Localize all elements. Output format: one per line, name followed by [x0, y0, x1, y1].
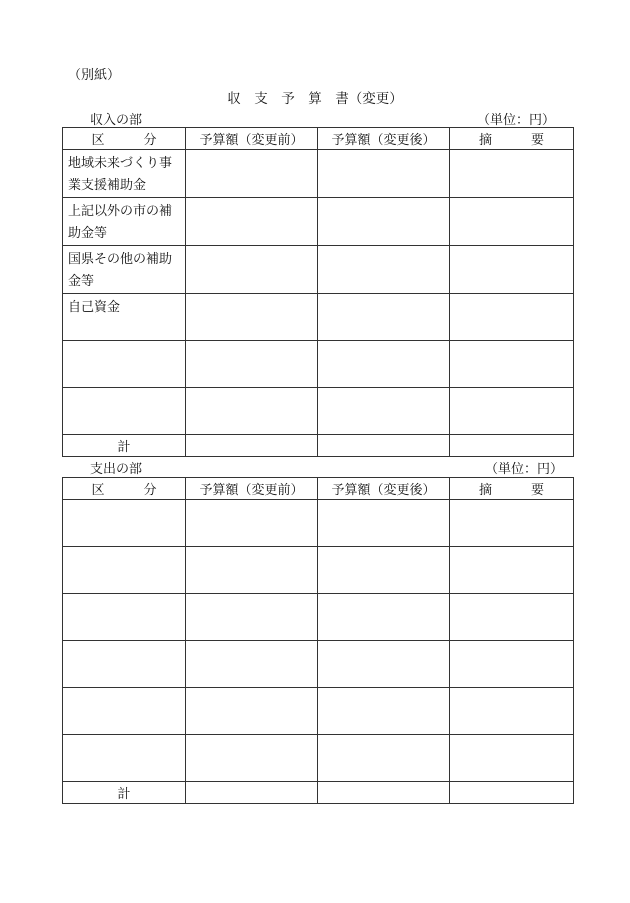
- table-row: [63, 547, 574, 594]
- expense-after-cell[interactable]: [318, 688, 450, 735]
- expense-total-label: 計: [63, 782, 186, 804]
- income-category-cell[interactable]: [63, 341, 186, 388]
- expense-remarks-cell[interactable]: [450, 641, 574, 688]
- expense-table: [62, 477, 574, 804]
- expense-remarks-cell[interactable]: [450, 735, 574, 782]
- income-category-cell: 地域未来づくり事業支援補助金: [63, 150, 186, 198]
- expense-after-cell[interactable]: [318, 735, 450, 782]
- expense-category-cell[interactable]: [63, 500, 186, 547]
- expense-after-cell[interactable]: [318, 594, 450, 641]
- expense-remarks-cell[interactable]: [450, 547, 574, 594]
- expense-before-cell[interactable]: [186, 594, 318, 641]
- table-row: [63, 688, 574, 735]
- table-row: [63, 150, 574, 198]
- expense-before-cell[interactable]: [186, 735, 318, 782]
- expense-after-cell[interactable]: [318, 641, 450, 688]
- income-after-cell[interactable]: [318, 341, 450, 388]
- income-total-label: 計: [63, 435, 186, 457]
- expense-category-cell[interactable]: [63, 547, 186, 594]
- total-row: [63, 782, 574, 804]
- expense-category-cell[interactable]: [63, 688, 186, 735]
- income-header-category: 区 分: [63, 128, 186, 150]
- table-row: [63, 388, 574, 435]
- income-total-after[interactable]: [318, 435, 450, 457]
- income-header-after: 予算額（変更後）: [318, 128, 450, 150]
- document-title: 収 支 予 算 書（変更）: [227, 91, 403, 107]
- expense-category-cell[interactable]: [63, 641, 186, 688]
- table-row: [63, 500, 574, 547]
- income-after-cell[interactable]: [318, 150, 450, 198]
- income-remarks-cell[interactable]: [450, 150, 574, 198]
- income-table: [62, 127, 574, 457]
- expense-total-before[interactable]: [186, 782, 318, 804]
- income-before-cell[interactable]: [186, 246, 318, 294]
- income-category-cell: 自己資金: [63, 294, 186, 341]
- income-before-cell[interactable]: [186, 341, 318, 388]
- expense-header-remarks: 摘 要: [450, 478, 574, 500]
- income-after-cell[interactable]: [318, 388, 450, 435]
- income-category-cell[interactable]: [63, 388, 186, 435]
- income-remarks-cell[interactable]: [450, 388, 574, 435]
- expense-before-cell[interactable]: [186, 500, 318, 547]
- expense-before-cell[interactable]: [186, 688, 318, 735]
- expense-category-cell[interactable]: [63, 735, 186, 782]
- income-total-remarks[interactable]: [450, 435, 574, 457]
- income-remarks-cell[interactable]: [450, 294, 574, 341]
- table-row: [63, 341, 574, 388]
- income-after-cell[interactable]: [318, 294, 450, 341]
- income-remarks-cell[interactable]: [450, 341, 574, 388]
- table-row: [63, 198, 574, 246]
- table-row: [63, 594, 574, 641]
- income-remarks-cell[interactable]: [450, 246, 574, 294]
- income-before-cell[interactable]: [186, 294, 318, 341]
- table-row: [63, 294, 574, 341]
- expense-remarks-cell[interactable]: [450, 688, 574, 735]
- expense-heading: 支出の部: [90, 462, 143, 477]
- income-category-cell: 国県その他の補助金等: [63, 246, 186, 294]
- expense-after-cell[interactable]: [318, 500, 450, 547]
- income-total-before[interactable]: [186, 435, 318, 457]
- expense-remarks-cell[interactable]: [450, 594, 574, 641]
- income-category-cell: 上記以外の市の補助金等: [63, 198, 186, 246]
- income-header-before: 予算額（変更前）: [186, 128, 318, 150]
- income-unit: （単位：円）: [476, 113, 555, 128]
- expense-category-cell[interactable]: [63, 594, 186, 641]
- expense-header-before: 予算額（変更前）: [186, 478, 318, 500]
- table-row: [63, 641, 574, 688]
- table-row: [63, 735, 574, 782]
- expense-before-cell[interactable]: [186, 547, 318, 594]
- expense-before-cell[interactable]: [186, 641, 318, 688]
- income-remarks-cell[interactable]: [450, 198, 574, 246]
- expense-unit: （単位：円）: [484, 462, 563, 477]
- income-before-cell[interactable]: [186, 150, 318, 198]
- expense-total-remarks[interactable]: [450, 782, 574, 804]
- income-after-cell[interactable]: [318, 198, 450, 246]
- total-row: [63, 435, 574, 457]
- expense-total-after[interactable]: [318, 782, 450, 804]
- annex-label: （別紙）: [68, 68, 121, 83]
- income-after-cell[interactable]: [318, 246, 450, 294]
- income-before-cell[interactable]: [186, 388, 318, 435]
- expense-header-category: 区 分: [63, 478, 186, 500]
- income-header-remarks: 摘 要: [450, 128, 574, 150]
- table-row: [63, 246, 574, 294]
- expense-remarks-cell[interactable]: [450, 500, 574, 547]
- expense-after-cell[interactable]: [318, 547, 450, 594]
- expense-header-after: 予算額（変更後）: [318, 478, 450, 500]
- income-heading: 収入の部: [90, 113, 143, 128]
- income-before-cell[interactable]: [186, 198, 318, 246]
